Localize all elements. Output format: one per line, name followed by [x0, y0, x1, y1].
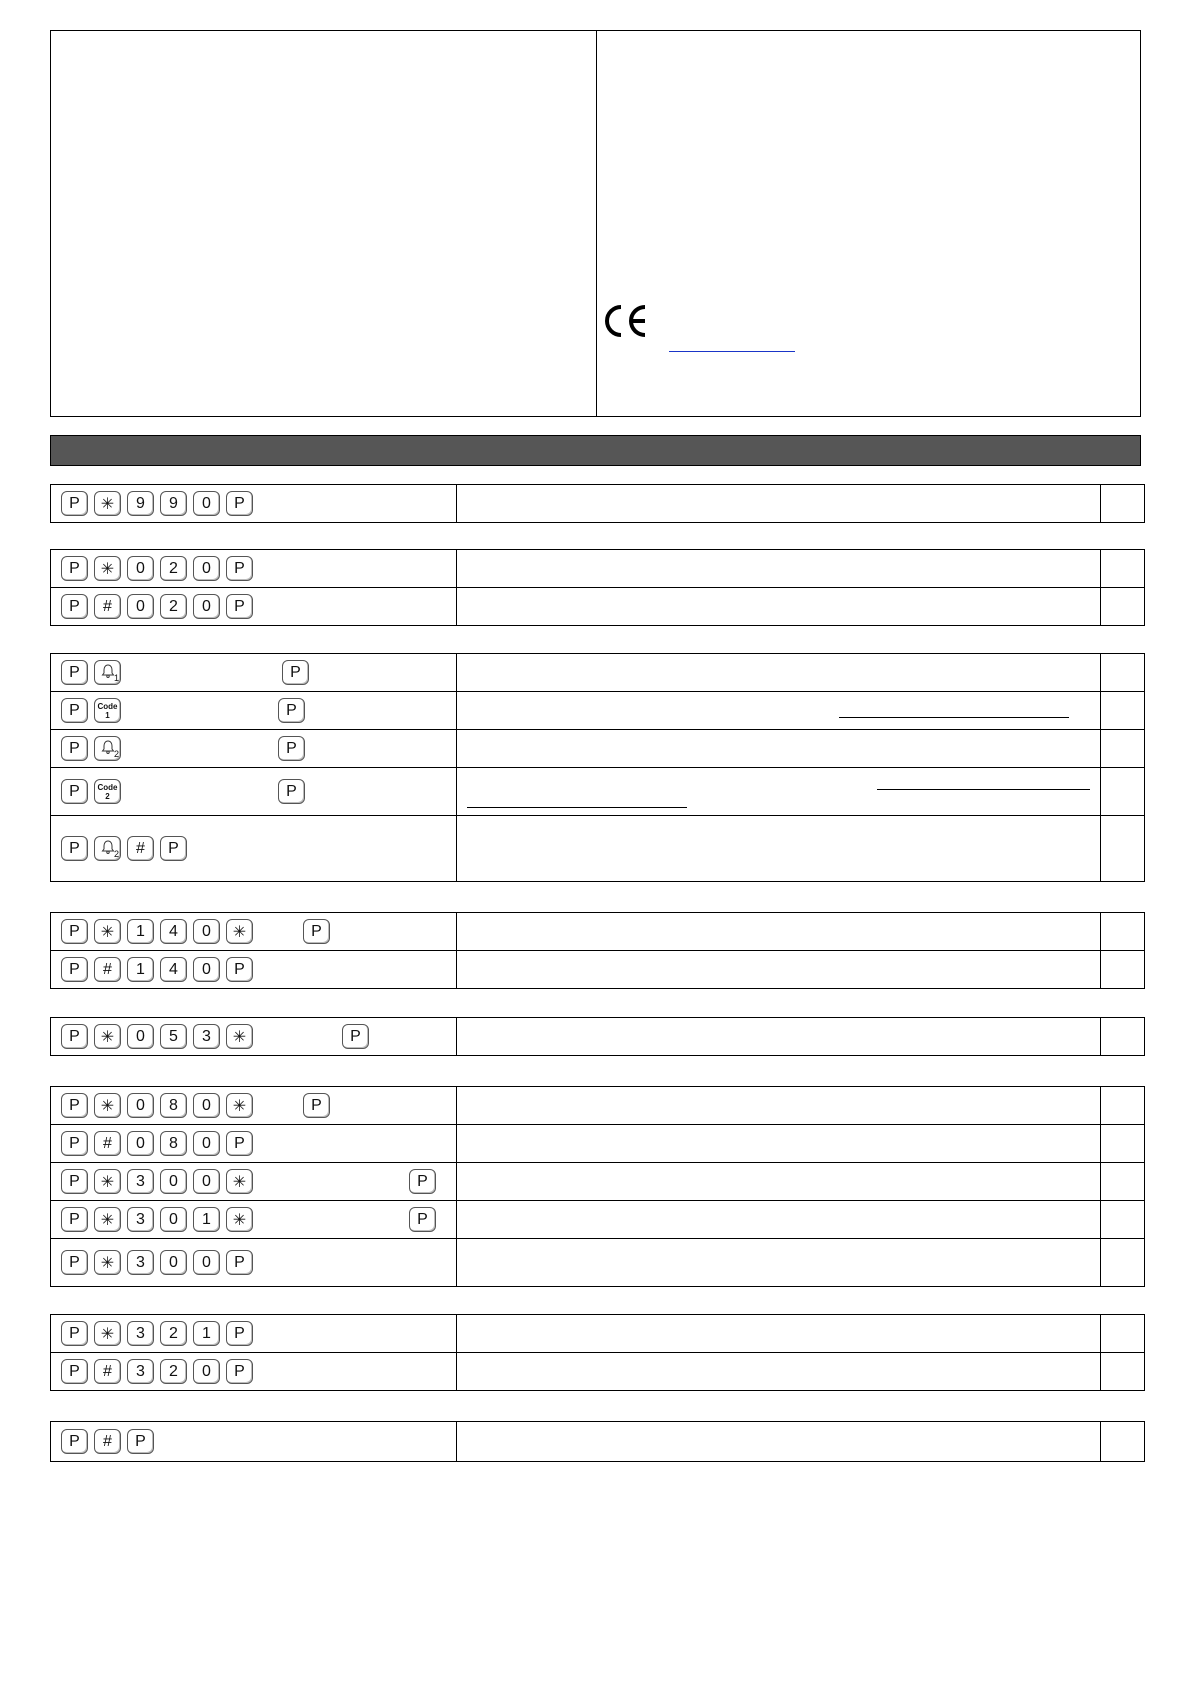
bell-number: 1 — [113, 673, 119, 683]
p-key: P — [160, 836, 187, 861]
star-key: ✳ — [226, 1024, 253, 1049]
bell-2-key — [94, 836, 121, 861]
code-number: 1 — [105, 710, 110, 720]
p-key: P — [303, 919, 330, 944]
digit-2-key: 2 — [160, 556, 187, 581]
p-key: P — [342, 1024, 369, 1049]
p-key: P — [226, 1321, 253, 1346]
digit-4-key: 4 — [160, 957, 187, 982]
digit-5-key: 5 — [160, 1024, 187, 1049]
hash-key: # — [94, 1131, 121, 1156]
digit-3-key: 3 — [127, 1359, 154, 1384]
star-key: ✳ — [94, 1093, 121, 1118]
bell-2-key — [94, 736, 121, 761]
digit-2-key: 2 — [160, 1359, 187, 1384]
digit-1-key: 1 — [193, 1321, 220, 1346]
p-key: P — [61, 1207, 88, 1232]
p-key: P — [61, 491, 88, 516]
underline-reference — [467, 807, 687, 808]
star-key: ✳ — [226, 1207, 253, 1232]
p-key: P — [61, 1321, 88, 1346]
table-row — [51, 1201, 1145, 1239]
digit-0-key: 0 — [193, 1093, 220, 1118]
p-key: P — [226, 594, 253, 619]
digit-3-key: 3 — [127, 1250, 154, 1275]
p-key: P — [409, 1169, 436, 1194]
p-key: P — [61, 779, 88, 804]
p-key: P — [61, 1024, 88, 1049]
hash-key: # — [127, 836, 154, 861]
p-key: P — [226, 491, 253, 516]
p-key: P — [61, 1131, 88, 1156]
p-key: P — [226, 1250, 253, 1275]
table-row — [51, 1422, 1145, 1462]
bell-1-key — [94, 660, 121, 685]
hash-key: # — [94, 1359, 121, 1384]
digit-3-key: 3 — [193, 1024, 220, 1049]
star-key: ✳ — [94, 1321, 121, 1346]
digit-0-key: 0 — [193, 1359, 220, 1384]
p-key: P — [278, 698, 305, 723]
code-label: Code — [97, 782, 118, 792]
p-key: P — [278, 779, 305, 804]
table-row — [51, 588, 1145, 626]
digit-9-key: 9 — [160, 491, 187, 516]
star-key: ✳ — [94, 1024, 121, 1049]
section-header-bar — [50, 435, 1141, 466]
digit-0-key: 0 — [193, 491, 220, 516]
hash-key: # — [94, 957, 121, 982]
header-box — [50, 30, 1141, 417]
digit-0-key: 0 — [193, 1131, 220, 1156]
digit-0-key: 0 — [193, 594, 220, 619]
command-table-1 — [50, 484, 1145, 523]
p-key: P — [61, 836, 88, 861]
bell-number: 2 — [113, 749, 119, 759]
p-key: P — [61, 556, 88, 581]
hash-key: # — [94, 1429, 121, 1454]
digit-8-key: 8 — [160, 1093, 187, 1118]
p-key: P — [303, 1093, 330, 1118]
p-key: P — [61, 660, 88, 685]
table-row — [51, 730, 1145, 768]
column-divider — [596, 31, 597, 416]
ce-mark-icon — [599, 299, 651, 343]
p-key: P — [61, 1250, 88, 1275]
star-key: ✳ — [94, 556, 121, 581]
digit-0-key: 0 — [193, 1250, 220, 1275]
digit-0-key: 0 — [193, 556, 220, 581]
table-row — [51, 550, 1145, 588]
table-row — [51, 1239, 1145, 1287]
table-row — [51, 654, 1145, 692]
p-key: P — [61, 919, 88, 944]
star-key: ✳ — [226, 1169, 253, 1194]
digit-0-key: 0 — [193, 957, 220, 982]
p-key: P — [226, 1359, 253, 1384]
table-row — [51, 692, 1145, 730]
star-key: ✳ — [94, 919, 121, 944]
digit-3-key: 3 — [127, 1321, 154, 1346]
command-table-3 — [50, 653, 1145, 882]
code-1-key — [94, 698, 121, 723]
table-row — [51, 913, 1145, 951]
p-key: P — [61, 1359, 88, 1384]
digit-0-key: 0 — [127, 594, 154, 619]
underline-reference — [839, 717, 1069, 718]
p-key: P — [61, 957, 88, 982]
digit-0-key: 0 — [160, 1169, 187, 1194]
star-key: ✳ — [226, 919, 253, 944]
digit-0-key: 0 — [160, 1250, 187, 1275]
bell-number: 2 — [113, 849, 119, 859]
code-label: Code — [97, 701, 118, 711]
digit-1-key: 1 — [127, 919, 154, 944]
digit-3-key: 3 — [127, 1207, 154, 1232]
p-key: P — [61, 1429, 88, 1454]
code-2-key — [94, 779, 121, 804]
p-key: P — [61, 594, 88, 619]
digit-0-key: 0 — [193, 919, 220, 944]
table-row — [51, 1018, 1145, 1056]
hash-key: # — [94, 594, 121, 619]
digit-8-key: 8 — [160, 1131, 187, 1156]
digit-0-key: 0 — [127, 1131, 154, 1156]
p-key: P — [61, 1093, 88, 1118]
underline-reference — [877, 789, 1090, 790]
p-key: P — [127, 1429, 154, 1454]
p-key: P — [226, 1131, 253, 1156]
code-number: 2 — [105, 791, 110, 801]
p-key: P — [61, 1169, 88, 1194]
table-row — [51, 1315, 1145, 1353]
digit-0-key: 0 — [127, 556, 154, 581]
table-row — [51, 485, 1145, 523]
command-table-6 — [50, 1086, 1145, 1287]
command-table-4 — [50, 912, 1145, 989]
p-key: P — [278, 736, 305, 761]
p-key: P — [282, 660, 309, 685]
website-link[interactable] — [669, 351, 795, 352]
table-row — [51, 768, 1145, 816]
digit-2-key: 2 — [160, 1321, 187, 1346]
star-key: ✳ — [94, 1169, 121, 1194]
table-row — [51, 1125, 1145, 1163]
digit-1-key: 1 — [127, 957, 154, 982]
p-key: P — [226, 556, 253, 581]
digit-3-key: 3 — [127, 1169, 154, 1194]
digit-0-key: 0 — [127, 1093, 154, 1118]
table-row — [51, 816, 1145, 882]
star-key: ✳ — [94, 491, 121, 516]
bell-icon — [101, 663, 115, 683]
bell-icon — [101, 839, 115, 859]
digit-9-key: 9 — [127, 491, 154, 516]
digit-1-key: 1 — [193, 1207, 220, 1232]
command-table-7 — [50, 1314, 1145, 1391]
p-key: P — [409, 1207, 436, 1232]
star-key: ✳ — [226, 1093, 253, 1118]
p-key: P — [61, 698, 88, 723]
p-key: P — [61, 736, 88, 761]
digit-4-key: 4 — [160, 919, 187, 944]
table-row — [51, 1087, 1145, 1125]
p-key: P — [226, 957, 253, 982]
command-table-8 — [50, 1421, 1145, 1462]
command-table-5 — [50, 1017, 1145, 1056]
digit-0-key: 0 — [193, 1169, 220, 1194]
star-key: ✳ — [94, 1250, 121, 1275]
table-row — [51, 951, 1145, 989]
star-key: ✳ — [94, 1207, 121, 1232]
digit-0-key: 0 — [160, 1207, 187, 1232]
digit-2-key: 2 — [160, 594, 187, 619]
table-row — [51, 1163, 1145, 1201]
digit-0-key: 0 — [127, 1024, 154, 1049]
bell-icon — [101, 739, 115, 759]
command-table-2 — [50, 549, 1145, 626]
table-row — [51, 1353, 1145, 1391]
